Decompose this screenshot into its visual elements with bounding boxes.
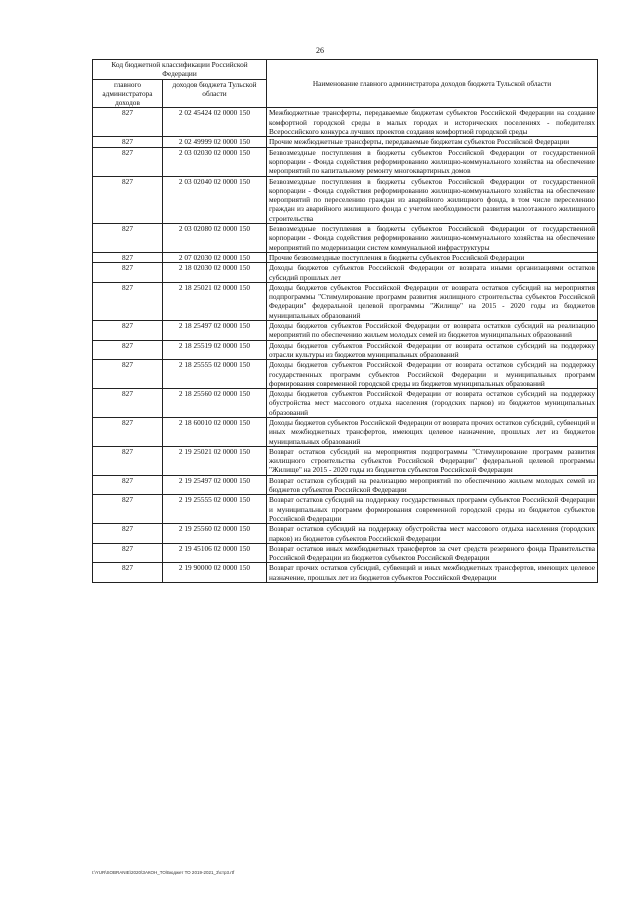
table-row	[93, 263, 598, 283]
income-name-cell: Возврат остатков субсидий на реализацию мероприятий по обеспечению жильем молодых семей из бюджетов субъектов Российской Федерации	[267, 475, 598, 495]
table-row	[93, 446, 598, 475]
income-code-cell: 2 18 25519 02 0000 150	[163, 340, 267, 360]
admin-code-cell: 827	[93, 340, 163, 360]
income-name-cell: Возврат прочих остатков субсидий, субвенций и иных межбюджетных трансфертов, имеющих целевое назначение, прошлых лет из бюджетов субъектов Российской Федерации	[267, 563, 598, 583]
income-name-cell: Доходы бюджетов субъектов Российской Федерации от возврата остатков субсидий на поддержку обустройства мест массового отдыха населения (городских парков) из бюджетов муниципальных образований	[267, 389, 598, 418]
income-name-cell: Возврат остатков субсидий на поддержку государственных программ субъектов Российской Федерации и муниципальных программ формирования современной городской среды из бюджетов субъектов Российской Федерации	[267, 495, 598, 524]
income-subheader: доходов бюджета Тульской области	[163, 79, 267, 108]
table-row	[93, 282, 598, 320]
admin-code-cell: 827	[93, 446, 163, 475]
table-row	[93, 360, 598, 389]
income-code-cell: 2 18 02030 02 0000 150	[163, 263, 267, 283]
income-code-cell: 2 19 25497 02 0000 150	[163, 475, 267, 495]
income-code-cell: 2 18 60010 02 0000 150	[163, 417, 267, 446]
income-code-cell: 2 19 45106 02 0000 150	[163, 543, 267, 563]
income-name-cell: Возврат остатков субсидий на мероприятия подпрограммы "Стимулирование программ развития жилищного строительства субъектов Российской Федерации" федеральной целевой программы "Жилище" на 2015 - 2020 годы из бюджетов субъектов Российской Федерации	[267, 446, 598, 475]
page-number: 26	[316, 46, 324, 55]
table-row	[93, 417, 598, 446]
admin-code-cell: 827	[93, 252, 163, 262]
table-row	[93, 340, 598, 360]
table-row	[93, 321, 598, 341]
income-code-cell: 2 18 25560 02 0000 150	[163, 389, 267, 418]
income-name-cell: Доходы бюджетов субъектов Российской Федерации от возврата остатков субсидий на реализацию мероприятий по обеспечению жильем молодых семей из бюджетов муниципальных образований	[267, 321, 598, 341]
admin-code-cell: 827	[93, 360, 163, 389]
admin-code-cell: 827	[93, 495, 163, 524]
income-name-cell: Прочие межбюджетные трансферты, передаваемые бюджетам субъектов Российской Федерации	[267, 137, 598, 147]
admin-code-cell: 827	[93, 543, 163, 563]
admin-code-cell: 827	[93, 282, 163, 320]
admin-code-cell: 827	[93, 475, 163, 495]
classification-header: Код бюджетной классификации Российской Федерации	[93, 60, 267, 80]
table-row	[93, 108, 598, 137]
admin-code-cell: 827	[93, 524, 163, 544]
table-row	[93, 543, 598, 563]
income-name-cell: Доходы бюджетов субъектов Российской Федерации от возврата прочих остатков субсидий, субвенций и иных межбюджетных трансфертов, имеющих целевое назначение, прошлых лет из бюджетов муниципальных образований	[267, 417, 598, 446]
admin-code-cell: 827	[93, 224, 163, 253]
income-code-cell: 2 19 25560 02 0000 150	[163, 524, 267, 544]
table-row	[93, 475, 598, 495]
table-row	[93, 176, 598, 223]
income-code-cell: 2 03 02030 02 0000 150	[163, 147, 267, 176]
admin-code-cell: 827	[93, 176, 163, 223]
income-code-cell: 2 19 25021 02 0000 150	[163, 446, 267, 475]
income-code-cell: 2 18 25021 02 0000 150	[163, 282, 267, 320]
file-path-footer: I:\YUR\SOBRANIE\2020\ЗАКОН_ТО\Бюджет ТО 2019-2021_3\стр3.rtf	[92, 870, 235, 875]
income-code-cell: 2 18 25497 02 0000 150	[163, 321, 267, 341]
admin-code-cell: 827	[93, 137, 163, 147]
income-name-cell: Доходы бюджетов субъектов Российской Федерации от возврата остатков субсидий на поддержку отрасли культуры из бюджетов муниципальных образований	[267, 340, 598, 360]
admin-code-cell: 827	[93, 389, 163, 418]
table-row	[93, 389, 598, 418]
table-row	[93, 563, 598, 583]
income-name-cell: Возврат остатков субсидий на поддержку обустройства мест массового отдыха населения (городских парков) из бюджетов субъектов Российской Федерации	[267, 524, 598, 544]
table-row	[93, 224, 598, 253]
admin-code-cell: 827	[93, 147, 163, 176]
admin-code-cell: 827	[93, 263, 163, 283]
income-name-cell: Безвозмездные поступления в бюджеты субъектов Российской Федерации от государственной корпорации - Фонда содействия реформированию жилищно-коммунального хозяйства на обеспечение мероприятий по капитальному ремонту многоквартирных домов	[267, 147, 598, 176]
admin-code-cell: 827	[93, 417, 163, 446]
income-code-cell: 2 18 25555 02 0000 150	[163, 360, 267, 389]
income-name-cell: Доходы бюджетов субъектов Российской Федерации от возврата остатков субсидий на поддержку государственных программ субъектов Российской Федерации и муниципальных программ формирования современной городской среды из бюджетов муниципальных образований	[267, 360, 598, 389]
income-name-cell: Возврат остатков иных межбюджетных трансфертов за счет средств резервного фонда Правительства Российской Федерации из бюджетов субъектов Российской Федерации	[267, 543, 598, 563]
income-code-cell: 2 03 02040 02 0000 150	[163, 176, 267, 223]
budget-classification-table	[92, 59, 598, 583]
income-code-cell: 2 02 45424 02 0000 150	[163, 108, 267, 137]
income-code-cell: 2 19 90000 02 0000 150	[163, 563, 267, 583]
table-body	[93, 108, 598, 583]
name-header: Наименование главного администратора доходов бюджета Тульской области	[267, 60, 598, 108]
table-row	[93, 147, 598, 176]
income-code-cell: 2 19 25555 02 0000 150	[163, 495, 267, 524]
income-code-cell: 2 02 49999 02 0000 150	[163, 137, 267, 147]
income-name-cell: Доходы бюджетов субъектов Российской Федерации от возврата остатков субсидий на мероприятия подпрограммы "Стимулирование программ развития жилищного строительства субъектов Российской Федерации" федеральной целевой программы "Жилище" на 2015 - 2020 годы из бюджетов муниципальных образований	[267, 282, 598, 320]
income-name-cell: Доходы бюджетов субъектов Российской Федерации от возврата иными организациями остатков субсидий прошлых лет	[267, 263, 598, 283]
table-row	[93, 137, 598, 147]
table-header-row	[93, 60, 598, 80]
income-code-cell: 2 07 02030 02 0000 150	[163, 252, 267, 262]
table-row	[93, 495, 598, 524]
admin-code-cell: 827	[93, 563, 163, 583]
income-name-cell: Межбюджетные трансферты, передаваемые бюджетам субъектов Российской Федерации на создание комфортной городской среды в малых городах и исторических поселениях - победителях Всероссийского конкурса лучших проектов создания комфортной городской среды	[267, 108, 598, 137]
income-name-cell: Безвозмездные поступления в бюджеты субъектов Российской Федерации от государственной корпорации - Фонда содействия реформированию жилищно-коммунального хозяйства на обеспечение мероприятий по модернизации систем коммунальной инфраструктуры	[267, 224, 598, 253]
table-row	[93, 252, 598, 262]
income-code-cell: 2 03 02080 02 0000 150	[163, 224, 267, 253]
income-name-cell: Безвозмездные поступления в бюджеты субъектов Российской Федерации от государственной корпорации - Фонда содействия реформированию жилищно-коммунального хозяйства на обеспечение мероприятий по переселению граждан из аварийного жилищного фонда, в том числе переселению граждан из аварийного жилищного фонда с учетом необходимости развития малоэтажного жилищного строительства	[267, 176, 598, 223]
admin-subheader: главного администратора доходов	[93, 79, 163, 108]
admin-code-cell: 827	[93, 321, 163, 341]
admin-code-cell: 827	[93, 108, 163, 137]
table-row	[93, 524, 598, 544]
income-name-cell: Прочие безвозмездные поступления в бюджеты субъектов Российской Федерации	[267, 252, 598, 262]
